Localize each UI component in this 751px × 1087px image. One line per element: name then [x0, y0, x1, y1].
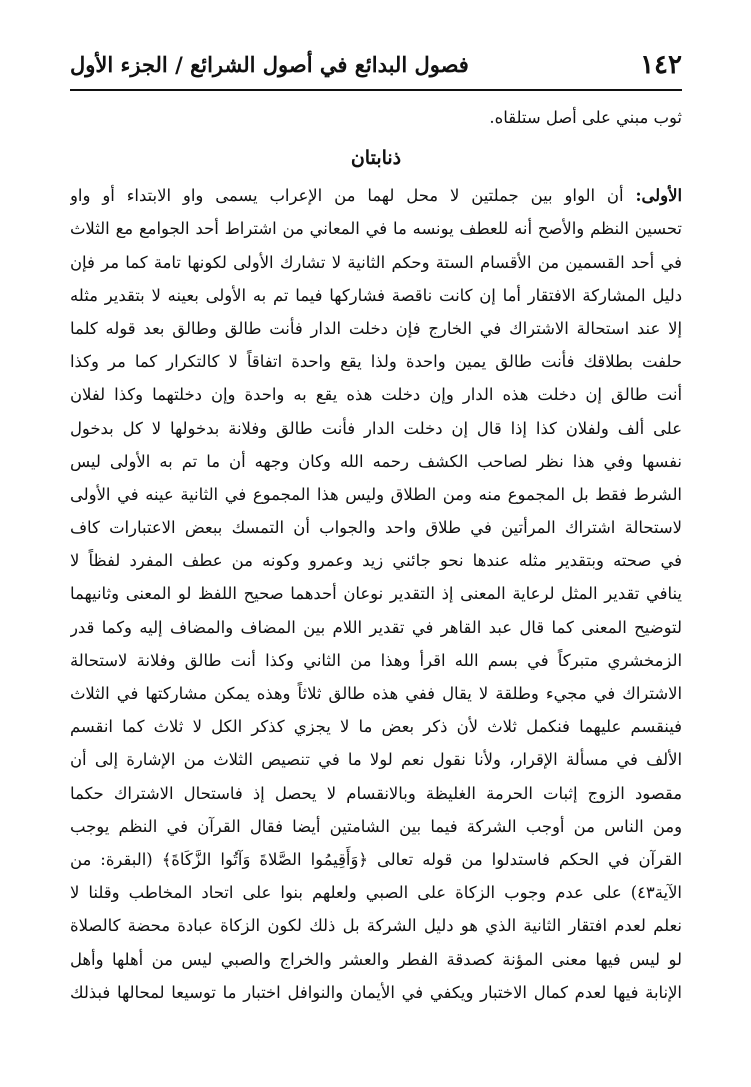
text-line: حلفت بطلاقك فأنت طالق يمين واحدة ولذا يقع واحدة اتفاقاً لا كالتكرار كما مر وكذا [70, 352, 682, 372]
text-line: الاشتراك في مجيء وطلقة لا يقال ففي هذه طالق ثلاثاً وهذه يمكن مشاركتها في الثلاث [70, 684, 682, 703]
paragraph-lines [70, 212, 682, 1009]
text-line: الألف في مسألة الإقرار، ولأنا نقول نعم لولا ما في تنصيص الثلاث من الإشارة إلى أن [70, 750, 682, 770]
text-line: ينافي تقدير المثل لرعاية المعنى إذ التقدير نوعان أحدهما صحيح اللفظ لو المعنى وثانيهما [70, 584, 682, 604]
text-line: القرآن في الحكم فاستدلوا من قوله تعالى ﴿وَأَقِيمُوا الصَّلاةَ وَآتُوا الزَّكَاةَ﴾ (البقرة: من [70, 849, 682, 869]
paragraph-lead: الأولى: [635, 186, 682, 206]
text-line: على ألف ولفلان كذا إذا قال إن دخلت الدار فأنت طالق وفلانة بدخولها لا كل بدخول [70, 418, 682, 438]
text-line: مقصود الزوج إثبات الحرمة الغليظة وبالانقسام لا يحصل إذ فاستحال الاشتراك حكما [70, 783, 682, 803]
text-line: دليل المشاركة الافتقار أما إن كانت ناقصة فشاركها فيما تم به الأولى بعينه لا بتقدير مثله [70, 285, 682, 305]
text-line: أنت طالق إن دخلت هذه الدار وإن دخلت هذه يقع به واحدة وإن دخلتهما وكذا لفلان [70, 385, 682, 405]
text-line: فينقسم عليهما فنكمل ثلاث لأن ذكر بعض ما لا يجزي كذكر الكل لا ثلاث كما انقسم [70, 717, 682, 737]
page-header [70, 48, 682, 86]
text-line: إلا عند استحالة الاشتراك في الخارج فإن دخلت الدار فأنت طالق وطالق بعد قوله كلما [70, 318, 682, 338]
opening-line: ثوب مبني على أصل ستلقاه. [489, 108, 682, 127]
text-line: لو ليس فيها معنى المؤنة كصدقة الفطر والعشر والخراج والصبي ليس من أهلها وأهل [70, 949, 682, 969]
text-line: لاستحالة اشتراك المرأتين في طلاق واحد والجواب أن التمسك ببعض الاعتبارات كاف [70, 518, 682, 538]
text-line: ومن الناس من أوجب الشركة فيما بين الشامتين أيضا فقال القرآن في النظم يوجب [70, 816, 682, 836]
text-line: الإنابة فيها لعدم كمال الاختبار ويكفي في الأيمان والنوافل اختبار ما توسيعا لمحالها فبذلك [70, 982, 682, 1002]
text-line: تحسين النظم والأصح أنه للعطف يونسه ما في المعاني من اشتراط أحد الجوامع مع الثلاث [70, 219, 682, 239]
running-title: فصول البدائع في أصول الشرائع / الجزء الأول [70, 52, 469, 77]
text-line: الزمخشري متبركاً في بسم الله اقرأ وهذا من الثاني وكذا أنت طالق وفلانة لاستحالة [70, 650, 682, 670]
page-body [70, 101, 682, 1009]
section-title: ذنابتان [350, 147, 402, 170]
text-line: الشرط فقط بل المجموع منه ومن الطلاق وليس هذا المجموع في الثانية عينه في الأولى [70, 484, 682, 504]
text-line: الآية٤٣) على عدم وجوب الزكاة على الصبي ولعلهم بنوا على اتحاد المخاطب وقلنا لا [70, 883, 682, 903]
first-line-text: أن الواو بين جملتين لا محل لهما من الإعراب يسمى واو الابتداء أو واو [70, 186, 624, 206]
text-line: في أحد القسمين من الأقسام الستة وحكم الثانية لا تشارك الأولى لكونها تامة كما مر فإن [70, 252, 682, 272]
text-line: نفسها وفي هذا نظر لصاحب الكشف رحمه الله وكان وجهه أن ما تم به الأولى ليس [70, 451, 682, 471]
text-line: في صحته وبتقدير مثله عندها نحو جائني زيد وعمرو وكونه من عطف المفرد لفظاً لا [70, 551, 682, 571]
page-number: ١٤٢ [640, 50, 682, 80]
header-rule [70, 89, 682, 91]
text-line: نعلم لعدم افتقار الثانية الذي هو دليل الشركة بل ذلك لكون الزكاة عبادة محضة كالصلاة [70, 916, 682, 936]
paragraph-first-line [70, 179, 682, 212]
text-line: لتوضيح المعنى كما قال عبد القاهر في تقدير اللام بين المضاف والمضاف إليه وكما قدر [70, 617, 682, 637]
